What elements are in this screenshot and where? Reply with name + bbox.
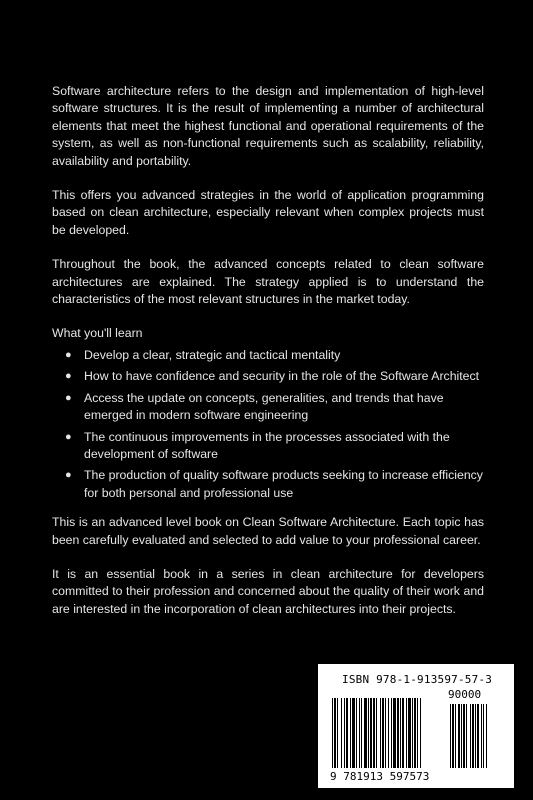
list-item — [52, 347, 484, 364]
list-item-text: How to have confidence and security in the role of the Software Architect — [84, 369, 480, 384]
list-item-text: The continuous improvements in the processes associated with the development of software — [84, 429, 450, 461]
barcode-addon-bar — [463, 704, 465, 768]
barcode-addon-bar — [477, 704, 479, 768]
isbn-label: ISBN 978-1-913597-57-3 — [342, 673, 493, 686]
barcode-bar — [397, 698, 399, 768]
barcode-bar — [373, 698, 375, 768]
barcode-bar — [385, 698, 386, 768]
barcode-bar — [400, 698, 401, 768]
learn-list — [52, 347, 484, 502]
list-item-text: Develop a clear, strategic and tactical mentality — [84, 347, 341, 362]
list-item-text: The production of quality software products seeking to increase efficiency for both personal and professional use — [84, 468, 483, 500]
barcode-addon-bar — [466, 704, 467, 768]
paragraph-concepts: Throughout the book, the advanced concepts related to clean software architectures are explained. The strategy applied is to understand the characteristics of the most relevant structures in the market today. — [52, 257, 484, 307]
barcode-addon-bar — [450, 704, 451, 768]
list-item-text: Access the update on concepts, generalities, and trends that have emerged in modern software engineering — [84, 390, 444, 423]
list-item — [52, 390, 484, 425]
bullet-dot-icon: ● — [65, 430, 72, 443]
barcode-bar — [337, 698, 338, 768]
barcode-bar — [391, 698, 392, 768]
blurb-text — [52, 83, 484, 635]
barcode-bar — [420, 698, 421, 768]
barcode-bar — [376, 698, 377, 768]
paragraph-intro: Software architecture refers to the design and implementation of high-level software structures. It is the result of implementing a number of architectural elements that meet the highest functional and operational requirements of the system, as well as non-functional requirements such as scalability, reliability, availability and portability. — [52, 84, 484, 168]
isbn-barcode — [318, 664, 514, 788]
barcode-addon-bar — [452, 704, 454, 768]
paragraph-strategies: This offers you advanced strategies in the world of application programming based on clean architecture, especially relevant when complex projects must be developed. — [52, 188, 484, 237]
barcode-bar — [402, 698, 404, 768]
bullet-dot-icon: ● — [65, 469, 72, 482]
barcode-bar — [346, 698, 348, 768]
barcode-bar — [388, 698, 389, 768]
barcode-addon-bar — [481, 704, 482, 768]
barcode-bar — [334, 698, 336, 768]
list-item — [52, 429, 484, 464]
list-item — [52, 368, 484, 385]
bullet-dot-icon: ● — [65, 391, 72, 404]
barcode-bar — [408, 698, 411, 768]
paragraph-advanced-level: This is an advanced level book on Clean Software Architecture. Each topic has been carefully evaluated and selected to add value to your professional career. — [52, 515, 484, 547]
barcode-bar — [417, 698, 418, 768]
barcode-digits: 9 781913 597573 — [330, 770, 430, 783]
barcode-bar — [382, 698, 384, 768]
barcode-bar — [350, 698, 351, 768]
barcode-bar — [332, 698, 333, 768]
barcode-addon-bar — [461, 704, 462, 768]
price-code: 90000 — [448, 688, 482, 701]
barcode-bar — [364, 698, 367, 768]
paragraph-essential-book: It is an essential book in a series in clean architecture for developers committed to their profession and concerned about the quality of their work and are interested in the incorporation of clean architectures into their projects. — [52, 566, 484, 616]
learn-heading: What you'll learn — [52, 326, 143, 341]
barcode-addon-bar — [483, 704, 484, 768]
barcode-addon-bar — [486, 704, 487, 768]
barcode-addon-bar — [455, 704, 456, 768]
barcode-bar — [414, 698, 416, 768]
barcode-bar — [359, 698, 360, 768]
barcode-addon-bar — [475, 704, 476, 768]
barcode-addon-bar — [470, 704, 471, 768]
barcode-bar — [370, 698, 372, 768]
barcode-bar — [380, 698, 381, 768]
barcode-addon-bar — [458, 704, 460, 768]
barcode-addon-bar — [472, 704, 474, 768]
barcode-bar — [393, 698, 396, 768]
barcode-bar — [368, 698, 369, 768]
barcode-bar — [412, 698, 413, 768]
barcode-bar — [341, 698, 342, 768]
barcode-bar — [406, 698, 407, 768]
barcode-bar — [352, 698, 355, 768]
barcode-bar — [356, 698, 357, 768]
barcode-bar — [361, 698, 362, 768]
bullet-dot-icon: ● — [65, 348, 72, 361]
bullet-dot-icon: ● — [65, 370, 72, 383]
barcode-bar — [344, 698, 345, 768]
list-item — [52, 467, 484, 502]
